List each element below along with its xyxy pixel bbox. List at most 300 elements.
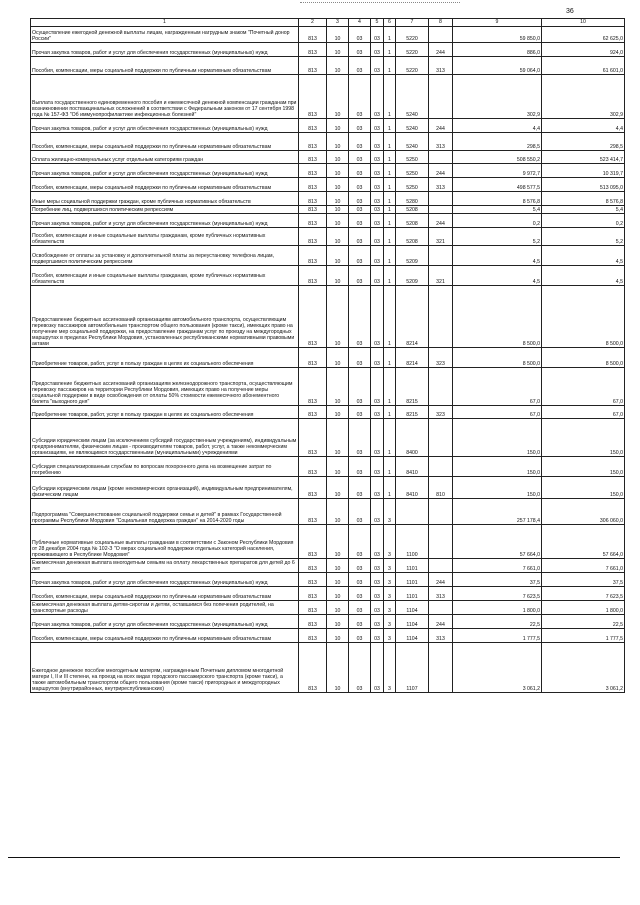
- row-description: Субсидии юридическим лицам (кроме некоммерческих организаций), индивидуальным предпринимателям, физическим лицам: [31, 477, 299, 499]
- cell-col-2: 813: [299, 368, 327, 406]
- cell-col-5: 03: [371, 57, 384, 75]
- cell-col-4: 03: [349, 178, 371, 192]
- cell-col-8: 244: [429, 615, 453, 629]
- page-number: 36: [566, 8, 574, 15]
- cell-col-8: 810: [429, 477, 453, 499]
- cell-col-5: 03: [371, 643, 384, 693]
- cell-col-4: 03: [349, 43, 371, 57]
- cell-col-7: 5209: [396, 266, 429, 286]
- cell-col-8: 321: [429, 228, 453, 246]
- cell-col-5: 03: [371, 151, 384, 164]
- cell-col-9: 150,0: [453, 477, 542, 499]
- cell-col-9: 7 661,0: [453, 559, 542, 573]
- cell-col-3: 10: [327, 559, 349, 573]
- cell-col-8: [429, 75, 453, 119]
- cell-col-2: 813: [299, 525, 327, 559]
- cell-col-8: [429, 151, 453, 164]
- cell-col-10: 150,0: [542, 457, 625, 477]
- cell-col-10: 302,9: [542, 75, 625, 119]
- cell-col-6: 1: [384, 119, 396, 133]
- row-description: Пособия, компенсации, меры социальной поддержки по публичным нормативным обязательствам: [31, 587, 299, 601]
- cell-col-3: 10: [327, 206, 349, 214]
- column-header-8: 8: [429, 19, 453, 27]
- cell-col-6: 3: [384, 559, 396, 573]
- cell-col-4: 03: [349, 573, 371, 587]
- cell-col-10: 7 623,5: [542, 587, 625, 601]
- row-description: Пособия, компенсации, меры социальной поддержки по публичным нормативным обязательствам: [31, 133, 299, 151]
- cell-col-6: 3: [384, 573, 396, 587]
- row-description: Пособия, компенсации, меры социальной поддержки по публичным нормативным обязательствам: [31, 57, 299, 75]
- table-row: [31, 499, 625, 525]
- cell-col-5: 03: [371, 525, 384, 559]
- cell-col-8: [429, 286, 453, 348]
- cell-col-7: 5240: [396, 133, 429, 151]
- cell-col-10: 5,4: [542, 206, 625, 214]
- cell-col-6: 1: [384, 164, 396, 178]
- cell-col-6: 3: [384, 587, 396, 601]
- cell-col-6: 3: [384, 643, 396, 693]
- cell-col-3: 10: [327, 228, 349, 246]
- cell-col-7: 8410: [396, 477, 429, 499]
- cell-col-2: 813: [299, 601, 327, 615]
- cell-col-2: 813: [299, 228, 327, 246]
- table-row: [31, 368, 625, 406]
- cell-col-3: 10: [327, 266, 349, 286]
- cell-col-2: 813: [299, 629, 327, 643]
- cell-col-9: 5,4: [453, 206, 542, 214]
- cell-col-4: 03: [349, 286, 371, 348]
- cell-col-8: [429, 457, 453, 477]
- cell-col-9: 5,2: [453, 228, 542, 246]
- cell-col-8: 313: [429, 57, 453, 75]
- table-row: [31, 286, 625, 348]
- column-header-5: 5: [371, 19, 384, 27]
- cell-col-10: 8 500,0: [542, 348, 625, 368]
- cell-col-2: 813: [299, 43, 327, 57]
- cell-col-5: 03: [371, 228, 384, 246]
- cell-col-4: 03: [349, 615, 371, 629]
- cell-col-10: 298,5: [542, 133, 625, 151]
- cell-col-3: 10: [327, 214, 349, 228]
- cell-col-9: 8 500,0: [453, 286, 542, 348]
- cell-col-6: 3: [384, 629, 396, 643]
- table-row: [31, 214, 625, 228]
- cell-col-5: 03: [371, 406, 384, 419]
- cell-col-3: 10: [327, 119, 349, 133]
- cell-col-5: 03: [371, 43, 384, 57]
- cell-col-8: [429, 559, 453, 573]
- cell-col-2: 813: [299, 133, 327, 151]
- cell-col-10: 924,0: [542, 43, 625, 57]
- cell-col-10: 1 777,5: [542, 629, 625, 643]
- cell-col-3: 10: [327, 499, 349, 525]
- cell-col-6: 1: [384, 228, 396, 246]
- column-header-4: 4: [349, 19, 371, 27]
- cell-col-8: [429, 643, 453, 693]
- cell-col-8: [429, 525, 453, 559]
- row-description: Пособия, компенсации и иные социальные выплаты гражданам, кроме публичных нормативных обязательств: [31, 266, 299, 286]
- table-row: [31, 348, 625, 368]
- cell-col-6: 1: [384, 348, 396, 368]
- row-description: Прочая закупка товаров, работ и услуг для обеспечения государственных (муниципальных) нужд: [31, 119, 299, 133]
- cell-col-7: 5208: [396, 206, 429, 214]
- cell-col-2: 813: [299, 477, 327, 499]
- table-row: [31, 228, 625, 246]
- cell-col-10: 523 414,7: [542, 151, 625, 164]
- cell-col-4: 03: [349, 228, 371, 246]
- row-description: Пособия, компенсации, меры социальной поддержки по публичным нормативным обязательствам: [31, 178, 299, 192]
- cell-col-3: 10: [327, 406, 349, 419]
- row-description: Пособия, компенсации и иные социальные выплаты гражданам, кроме публичных нормативных обязательств: [31, 228, 299, 246]
- cell-col-4: 03: [349, 57, 371, 75]
- cell-col-2: 813: [299, 246, 327, 266]
- cell-col-6: 1: [384, 43, 396, 57]
- bottom-rule: [8, 857, 620, 858]
- cell-col-3: 10: [327, 525, 349, 559]
- cell-col-8: 313: [429, 178, 453, 192]
- cell-col-9: 0,2: [453, 214, 542, 228]
- cell-col-9: 498 577,5: [453, 178, 542, 192]
- cell-col-3: 10: [327, 43, 349, 57]
- table-row: [31, 601, 625, 615]
- cell-col-7: 1100: [396, 525, 429, 559]
- cell-col-8: 321: [429, 266, 453, 286]
- table-row: [31, 525, 625, 559]
- cell-col-3: 10: [327, 477, 349, 499]
- cell-col-7: 1104: [396, 615, 429, 629]
- cell-col-10: 4,4: [542, 119, 625, 133]
- cell-col-6: 3: [384, 615, 396, 629]
- cell-col-7: 5220: [396, 27, 429, 43]
- row-description: Погребение лиц, подвергшихся политическим репрессиям: [31, 206, 299, 214]
- column-header-7: 7: [396, 19, 429, 27]
- cell-col-6: 1: [384, 133, 396, 151]
- cell-col-8: [429, 419, 453, 457]
- row-description: Прочая закупка товаров, работ и услуг для обеспечения государственных (муниципальных) нужд: [31, 43, 299, 57]
- table-row: [31, 151, 625, 164]
- cell-col-8: 244: [429, 573, 453, 587]
- cell-col-2: 813: [299, 615, 327, 629]
- table-row: [31, 119, 625, 133]
- table-row: [31, 75, 625, 119]
- cell-col-8: [429, 246, 453, 266]
- cell-col-5: 03: [371, 419, 384, 457]
- cell-col-2: 813: [299, 178, 327, 192]
- cell-col-8: [429, 601, 453, 615]
- column-header-1: 1: [31, 19, 299, 27]
- cell-col-9: 3 061,2: [453, 643, 542, 693]
- row-description: Субсидия специализированным службам по вопросам похоронного дела на возмещение затрат по погребению: [31, 457, 299, 477]
- column-header-6: 6: [384, 19, 396, 27]
- cell-col-5: 03: [371, 27, 384, 43]
- cell-col-7: 5208: [396, 214, 429, 228]
- cell-col-7: 1107: [396, 643, 429, 693]
- cell-col-9: 4,5: [453, 246, 542, 266]
- table-row: [31, 246, 625, 266]
- table-row: [31, 629, 625, 643]
- row-description: Прочая закупка товаров, работ и услуг для обеспечения государственных (муниципальных) нужд: [31, 615, 299, 629]
- cell-col-10: 3 061,2: [542, 643, 625, 693]
- cell-col-2: 813: [299, 27, 327, 43]
- row-description: Предоставление бюджетных ассигнований организациям железнодорожного транспорта, осуществляющим перевозку пассажиров на территории Республики Мордовия, имеющих право на получение меры социальной поддержки в виде освобождения от оплаты 50% стоимости ежемесячного абонементного билета "выходного дня": [31, 368, 299, 406]
- cell-col-9: 1 777,5: [453, 629, 542, 643]
- cell-col-7: 1101: [396, 587, 429, 601]
- cell-col-7: 5220: [396, 57, 429, 75]
- cell-col-9: 59 064,0: [453, 57, 542, 75]
- cell-col-10: 62 625,0: [542, 27, 625, 43]
- cell-col-9: 22,5: [453, 615, 542, 629]
- cell-col-5: 03: [371, 348, 384, 368]
- cell-col-9: 4,5: [453, 266, 542, 286]
- cell-col-4: 03: [349, 525, 371, 559]
- cell-col-9: 57 664,0: [453, 525, 542, 559]
- column-header-3: 3: [327, 19, 349, 27]
- cell-col-8: [429, 499, 453, 525]
- cell-col-7: 1101: [396, 573, 429, 587]
- cell-col-8: [429, 192, 453, 206]
- cell-col-5: 03: [371, 559, 384, 573]
- cell-col-7: 5240: [396, 75, 429, 119]
- row-description: Ежемесячная денежная выплата детям-сиротам и детям, оставшимся без попечения родителей, на транспортные расходы: [31, 601, 299, 615]
- cell-col-10: 4,5: [542, 266, 625, 286]
- cell-col-4: 03: [349, 587, 371, 601]
- cell-col-6: 1: [384, 214, 396, 228]
- cell-col-8: 323: [429, 406, 453, 419]
- cell-col-4: 03: [349, 27, 371, 43]
- cell-col-3: 10: [327, 419, 349, 457]
- table-row: [31, 164, 625, 178]
- cell-col-3: 10: [327, 457, 349, 477]
- table-row: [31, 573, 625, 587]
- cell-col-8: 244: [429, 119, 453, 133]
- table-row: [31, 419, 625, 457]
- cell-col-3: 10: [327, 246, 349, 266]
- cell-col-10: 10 319,7: [542, 164, 625, 178]
- cell-col-5: 03: [371, 286, 384, 348]
- cell-col-9: 298,5: [453, 133, 542, 151]
- cell-col-10: 7 661,0: [542, 559, 625, 573]
- cell-col-4: 03: [349, 477, 371, 499]
- cell-col-3: 10: [327, 178, 349, 192]
- cell-col-4: 03: [349, 643, 371, 693]
- row-description: Пособия, компенсации, меры социальной поддержки по публичным нормативным обязательствам: [31, 629, 299, 643]
- cell-col-7: 5220: [396, 43, 429, 57]
- cell-col-3: 10: [327, 27, 349, 43]
- cell-col-4: 03: [349, 559, 371, 573]
- table-row: [31, 206, 625, 214]
- cell-col-9: 37,5: [453, 573, 542, 587]
- cell-col-4: 03: [349, 206, 371, 214]
- cell-col-7: 5240: [396, 119, 429, 133]
- cell-col-7: 8410: [396, 457, 429, 477]
- cell-col-3: 10: [327, 368, 349, 406]
- row-description: Прочая закупка товаров, работ и услуг для обеспечения государственных (муниципальных) нужд: [31, 214, 299, 228]
- cell-col-7: 5250: [396, 164, 429, 178]
- cell-col-6: 3: [384, 525, 396, 559]
- cell-col-2: 813: [299, 643, 327, 693]
- cell-col-2: 813: [299, 151, 327, 164]
- cell-col-8: [429, 27, 453, 43]
- row-description: Публичные нормативные социальные выплаты гражданам в соответствии с Законом Республики Мордовия от 28 декабря 2004 года № 102-З "О мерах социальной поддержки отдельных категорий населения, проживающего в Республике Мордовия": [31, 525, 299, 559]
- cell-col-5: 03: [371, 164, 384, 178]
- cell-col-3: 10: [327, 573, 349, 587]
- cell-col-6: 1: [384, 457, 396, 477]
- cell-col-8: 313: [429, 587, 453, 601]
- cell-col-10: 150,0: [542, 419, 625, 457]
- table-row: [31, 477, 625, 499]
- cell-col-9: 508 550,2: [453, 151, 542, 164]
- cell-col-6: 1: [384, 406, 396, 419]
- cell-col-3: 10: [327, 164, 349, 178]
- cell-col-2: 813: [299, 348, 327, 368]
- table-row: [31, 643, 625, 693]
- cell-col-10: 150,0: [542, 477, 625, 499]
- cell-col-3: 10: [327, 615, 349, 629]
- cell-col-3: 10: [327, 192, 349, 206]
- cell-col-5: 03: [371, 206, 384, 214]
- cell-col-4: 03: [349, 368, 371, 406]
- cell-col-6: 3: [384, 499, 396, 525]
- column-header-2: 2: [299, 19, 327, 27]
- cell-col-10: 8 576,8: [542, 192, 625, 206]
- row-description: Иные меры социальной поддержки граждан, кроме публичных нормативных обязательств: [31, 192, 299, 206]
- table-header-row: [31, 19, 625, 27]
- cell-col-3: 10: [327, 629, 349, 643]
- cell-col-4: 03: [349, 499, 371, 525]
- cell-col-2: 813: [299, 559, 327, 573]
- cell-col-9: 59 850,0: [453, 27, 542, 43]
- table-body: [31, 27, 625, 693]
- table-row: [31, 457, 625, 477]
- row-description: Ежемесячная денежная выплата многодетным семьям на оплату лекарственных препаратов для детей до 6 лет: [31, 559, 299, 573]
- table-row: [31, 559, 625, 573]
- cell-col-10: 22,5: [542, 615, 625, 629]
- cell-col-6: 1: [384, 75, 396, 119]
- cell-col-5: 03: [371, 457, 384, 477]
- cell-col-4: 03: [349, 601, 371, 615]
- column-header-9: 9: [453, 19, 542, 27]
- table-row: [31, 133, 625, 151]
- cell-col-8: [429, 368, 453, 406]
- cell-col-5: 03: [371, 266, 384, 286]
- table-row: [31, 192, 625, 206]
- cell-col-8: 244: [429, 214, 453, 228]
- cell-col-7: 1104: [396, 601, 429, 615]
- cell-col-6: 1: [384, 286, 396, 348]
- cell-col-2: 813: [299, 206, 327, 214]
- cell-col-9: 257 178,4: [453, 499, 542, 525]
- row-description: Приобретение товаров, работ, услуг в пользу граждан в целях их социального обеспечения: [31, 348, 299, 368]
- cell-col-4: 03: [349, 133, 371, 151]
- cell-col-5: 03: [371, 587, 384, 601]
- cell-col-6: 1: [384, 206, 396, 214]
- cell-col-3: 10: [327, 286, 349, 348]
- cell-col-5: 03: [371, 246, 384, 266]
- cell-col-4: 03: [349, 151, 371, 164]
- cell-col-2: 813: [299, 192, 327, 206]
- cell-col-9: 150,0: [453, 419, 542, 457]
- cell-col-4: 03: [349, 406, 371, 419]
- cell-col-10: 61 601,0: [542, 57, 625, 75]
- cell-col-10: 5,2: [542, 228, 625, 246]
- cell-col-4: 03: [349, 457, 371, 477]
- cell-col-10: 4,5: [542, 246, 625, 266]
- cell-col-8: 244: [429, 43, 453, 57]
- table-row: [31, 266, 625, 286]
- cell-col-3: 10: [327, 151, 349, 164]
- cell-col-5: 03: [371, 615, 384, 629]
- cell-col-10: 67,0: [542, 368, 625, 406]
- table-row: [31, 587, 625, 601]
- cell-col-5: 03: [371, 368, 384, 406]
- cell-col-10: 1 800,0: [542, 601, 625, 615]
- cell-col-4: 03: [349, 629, 371, 643]
- cell-col-2: 813: [299, 286, 327, 348]
- row-description: Выплата государственного единовременного пособия и ежемесячной денежной компенсации гражданам при возникновении поствакцинальных осложнений в соответствии с Федеральным законом от 17 сентября 1998 года № 157-ФЗ "Об иммунопрофилактике инфекционных болезней": [31, 75, 299, 119]
- cell-col-4: 03: [349, 266, 371, 286]
- cell-col-6: 1: [384, 178, 396, 192]
- table-row: [31, 406, 625, 419]
- cell-col-3: 10: [327, 601, 349, 615]
- cell-col-9: 67,0: [453, 406, 542, 419]
- cell-col-9: 9 972,7: [453, 164, 542, 178]
- cell-col-2: 813: [299, 587, 327, 601]
- row-description: Прочая закупка товаров, работ и услуг для обеспечения государственных (муниципальных) нужд: [31, 164, 299, 178]
- cell-col-7: 5250: [396, 178, 429, 192]
- cell-col-4: 03: [349, 348, 371, 368]
- cell-col-2: 813: [299, 214, 327, 228]
- cell-col-5: 03: [371, 192, 384, 206]
- cell-col-6: 1: [384, 27, 396, 43]
- cell-col-3: 10: [327, 57, 349, 75]
- cell-col-2: 813: [299, 419, 327, 457]
- row-description: Предоставление бюджетных ассигнований организациям автомобильного транспорта, осуществляющим перевозку пассажиров автомобильным транспортом общего пользования (кроме такси), имеющих право на получение мер социальной поддержки, на предоставление гражданам услуг по проезду на междугородных маршрутах в пределах Республики Мордовия, установленных республиканскими нормативными правовыми актами: [31, 286, 299, 348]
- row-description: Приобретение товаров, работ, услуг в пользу граждан в целях их социального обеспечения: [31, 406, 299, 419]
- cell-col-5: 03: [371, 214, 384, 228]
- cell-col-9: 1 800,0: [453, 601, 542, 615]
- table-row: [31, 615, 625, 629]
- cell-col-10: 8 500,0: [542, 286, 625, 348]
- cell-col-7: 8214: [396, 286, 429, 348]
- cell-col-6: 1: [384, 477, 396, 499]
- cell-col-8: 244: [429, 164, 453, 178]
- cell-col-7: 8214: [396, 348, 429, 368]
- row-description: Освобождение от оплаты за установку и дополнительной платы за переустановку телефона лицам, подвергшимся политическим репрессиям: [31, 246, 299, 266]
- column-header-10: 10: [542, 19, 625, 27]
- cell-col-7: 8400: [396, 419, 429, 457]
- cell-col-8: 313: [429, 133, 453, 151]
- cell-col-5: 03: [371, 601, 384, 615]
- cell-col-6: 1: [384, 192, 396, 206]
- cell-col-9: 67,0: [453, 368, 542, 406]
- cell-col-2: 813: [299, 119, 327, 133]
- cell-col-9: 886,0: [453, 43, 542, 57]
- cell-col-6: 1: [384, 368, 396, 406]
- cell-col-3: 10: [327, 348, 349, 368]
- cell-col-2: 813: [299, 406, 327, 419]
- budget-table: [30, 18, 625, 693]
- cell-col-7: 8215: [396, 406, 429, 419]
- cell-col-7: 5250: [396, 151, 429, 164]
- table-row: [31, 27, 625, 43]
- cell-col-2: 813: [299, 57, 327, 75]
- cell-col-5: 03: [371, 133, 384, 151]
- row-description: Оплата жилищно-коммунальных услуг отдельным категориям граждан: [31, 151, 299, 164]
- cell-col-10: 37,5: [542, 573, 625, 587]
- cell-col-6: 3: [384, 601, 396, 615]
- cell-col-10: 513 095,0: [542, 178, 625, 192]
- cell-col-4: 03: [349, 214, 371, 228]
